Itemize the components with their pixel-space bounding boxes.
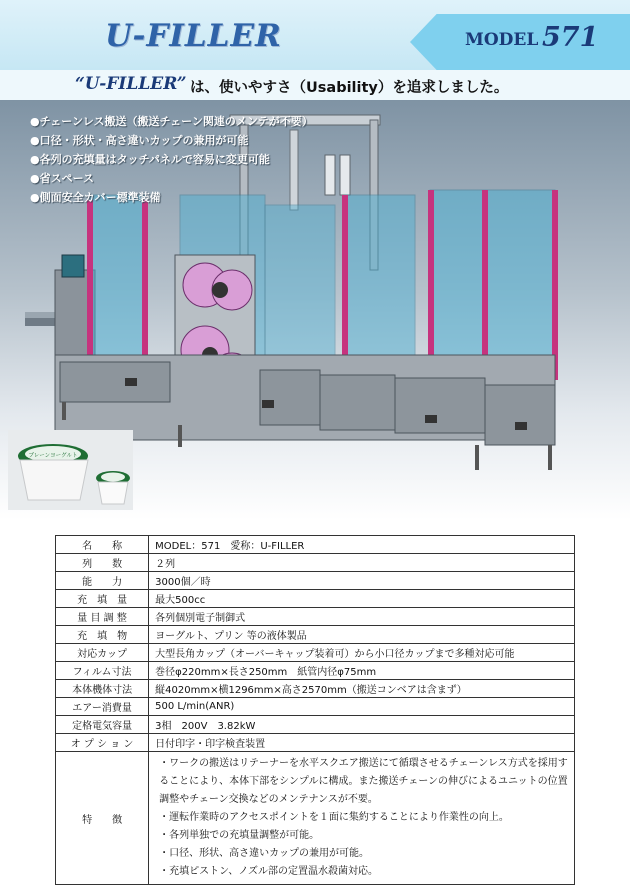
spec-value: 巻径φ220mm×長さ250mm 紙管内径φ75mm [149, 662, 575, 680]
spec-value: MODEL：571 愛称：U-FILLER [149, 536, 575, 554]
tagline-text: は、使いやすさ（Usability）を追求しました。 [190, 80, 509, 96]
list-item: ・運転作業時のアクセスポイントを１面に集約することにより作業性の向上。 [159, 812, 509, 823]
table-row [56, 626, 575, 644]
list-item: ・充填ピストン、ノズル部の定置温水殺菌対応。 [159, 866, 378, 877]
spec-label: エアー消費量 [56, 698, 149, 716]
tagline-quote: “U-FILLER” [75, 74, 187, 94]
spec-label: 充 填 物 [56, 626, 149, 644]
spec-value: 縦4020mm×横1296mm×高さ2570mm（搬送コンベアは含まず） [149, 680, 575, 698]
spec-label: フィルム寸法 [56, 662, 149, 680]
table-row [56, 536, 575, 554]
spec-value: 3相 200V 3.82kW [149, 716, 575, 734]
spec-value: 大型長角カップ（オーバーキャップ装着可）から小口径カップまで多種対応可能 [149, 644, 575, 662]
list-item: ・ワークの搬送はリテーナーを水平スクエア搬送にて循環させるチェーンレス方式を採用することにより、本体下部をシンプルに構成。また搬送チェーンの伸びによるユニットの位置調整やチェーン交換などのメンテナンスが不要。 [159, 758, 568, 805]
feature-item: ●省スペース [30, 172, 95, 185]
feature-item: ●各列の充填量はタッチパネルで容易に変更可能 [30, 153, 270, 166]
spec-label: 名 称 [56, 536, 149, 554]
cup-label: プレーンヨーグルト [28, 453, 78, 459]
model-number: 571 [542, 22, 599, 53]
list-item: ・各列単独での充填量調整が可能。 [159, 830, 320, 841]
feature-item: ●口径・形状・高さ違いカップの兼用が可能 [30, 134, 249, 147]
feature-list [30, 112, 313, 207]
spec-label: 定格電気容量 [56, 716, 149, 734]
feature-item: ●チェーンレス搬送（搬送チェーン関連のメンテが不要） [30, 115, 313, 128]
spec-value: 各列個別電子制御式 [149, 608, 575, 626]
spec-label: 列 数 [56, 554, 149, 572]
machine-illustration [0, 100, 630, 520]
list-item: ・口径、形状、高さ違いカップの兼用が可能。 [159, 848, 370, 859]
table-row [56, 608, 575, 626]
spec-value: 3000個／時 [149, 572, 575, 590]
spec-value: ２列 [149, 554, 575, 572]
table-row [56, 716, 575, 734]
table-row [56, 752, 575, 885]
tagline [0, 70, 630, 100]
product-title: U-FILLER [105, 18, 282, 54]
spec-label: 対応カップ [56, 644, 149, 662]
table-row [56, 554, 575, 572]
spec-value: 最大500cc [149, 590, 575, 608]
table-row [56, 572, 575, 590]
spec-value [149, 752, 575, 885]
table-row [56, 734, 575, 752]
table-row [56, 698, 575, 716]
spec-label: オ プ シ ョ ン [56, 734, 149, 752]
table-row [56, 644, 575, 662]
header-banner [0, 0, 630, 70]
table-row [56, 680, 575, 698]
features-detail-list [155, 752, 568, 884]
table-row [56, 590, 575, 608]
spec-value: 500 L/min(ANR) [149, 698, 575, 716]
spec-value: ヨーグルト、プリン 等の液体製品 [149, 626, 575, 644]
spec-table [55, 535, 575, 885]
spec-value: 日付印字・印字検査装置 [149, 734, 575, 752]
spec-label: 量 目 調 整 [56, 608, 149, 626]
model-label: MODEL [465, 30, 539, 50]
spec-label: 能 力 [56, 572, 149, 590]
product-cup-photo [8, 430, 133, 510]
spec-label: 充 填 量 [56, 590, 149, 608]
spec-label: 特 徴 [56, 752, 149, 885]
feature-item: ●側面安全カバー標準装備 [30, 191, 161, 204]
spec-label: 本体機体寸法 [56, 680, 149, 698]
table-row [56, 662, 575, 680]
